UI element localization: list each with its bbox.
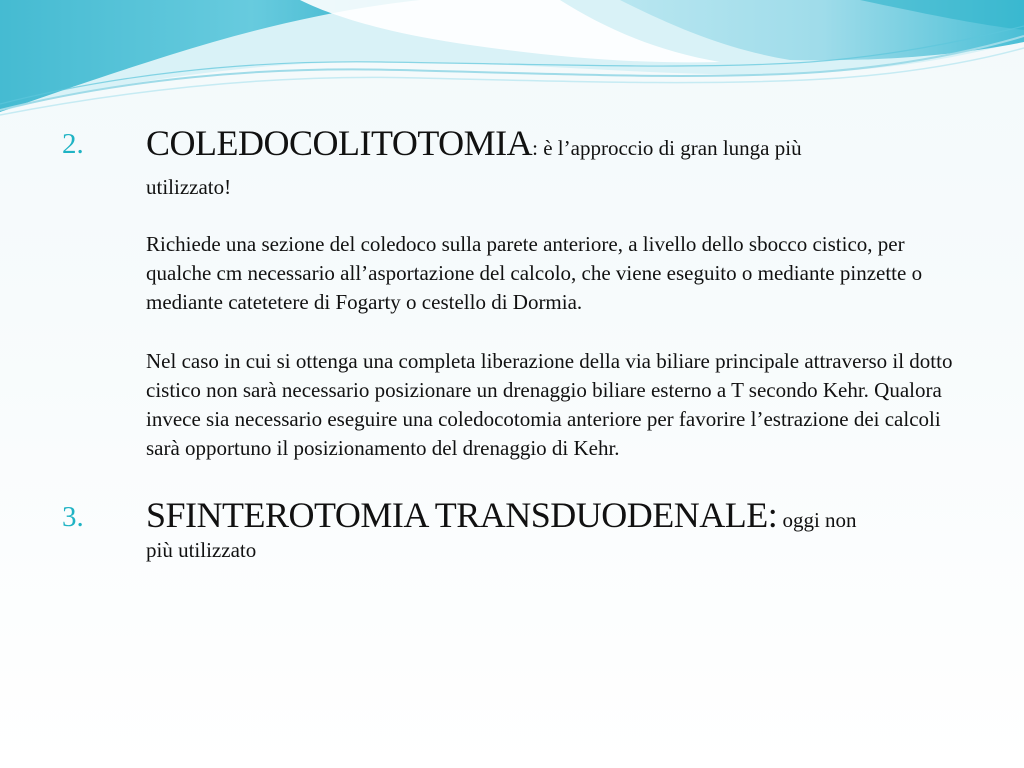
heading-title: SFINTEROTOMIA TRANSDUODENALE: <box>146 495 778 535</box>
list-item-sfinterotomia <box>58 493 958 565</box>
heading-suffix: : è l’approccio di gran lunga più <box>532 136 802 160</box>
heading-title: COLEDOCOLITOTOMIA <box>146 123 533 163</box>
heading-tail: utilizzato! <box>146 175 232 199</box>
heading-tail: più utilizzato <box>146 538 257 562</box>
paragraph: Nel caso in cui si ottenga una completa liberazione della via biliare principale attraverso il dotto cistico non sarà necessario posizionare un drenaggio biliare esterno a T secondo Kehr. Qualora invece sia necessario eseguire una coledocotomia anteriore per favorire l’estrazione dei calcoli sarà opportuno il posizionamento del drenaggio di Kehr. <box>146 349 953 460</box>
heading-suffix: oggi non <box>777 508 857 532</box>
item-heading <box>146 493 958 545</box>
item-heading <box>146 122 958 172</box>
slide-content <box>58 122 958 565</box>
header-wave-decoration <box>0 0 1024 130</box>
list-number: 3. <box>62 501 84 533</box>
list-item-coledocolitotomia <box>58 122 958 463</box>
list-number: 2. <box>62 128 84 160</box>
paragraph: Richiede una sezione del coledoco sulla parete anteriore, a livello dello sbocco cistico, per qualche cm necessario all’asportazione del calcolo, che viene eseguito o mediante pinzette o mediante catetetere di Fogarty o cestello di Dormia. <box>146 232 923 314</box>
